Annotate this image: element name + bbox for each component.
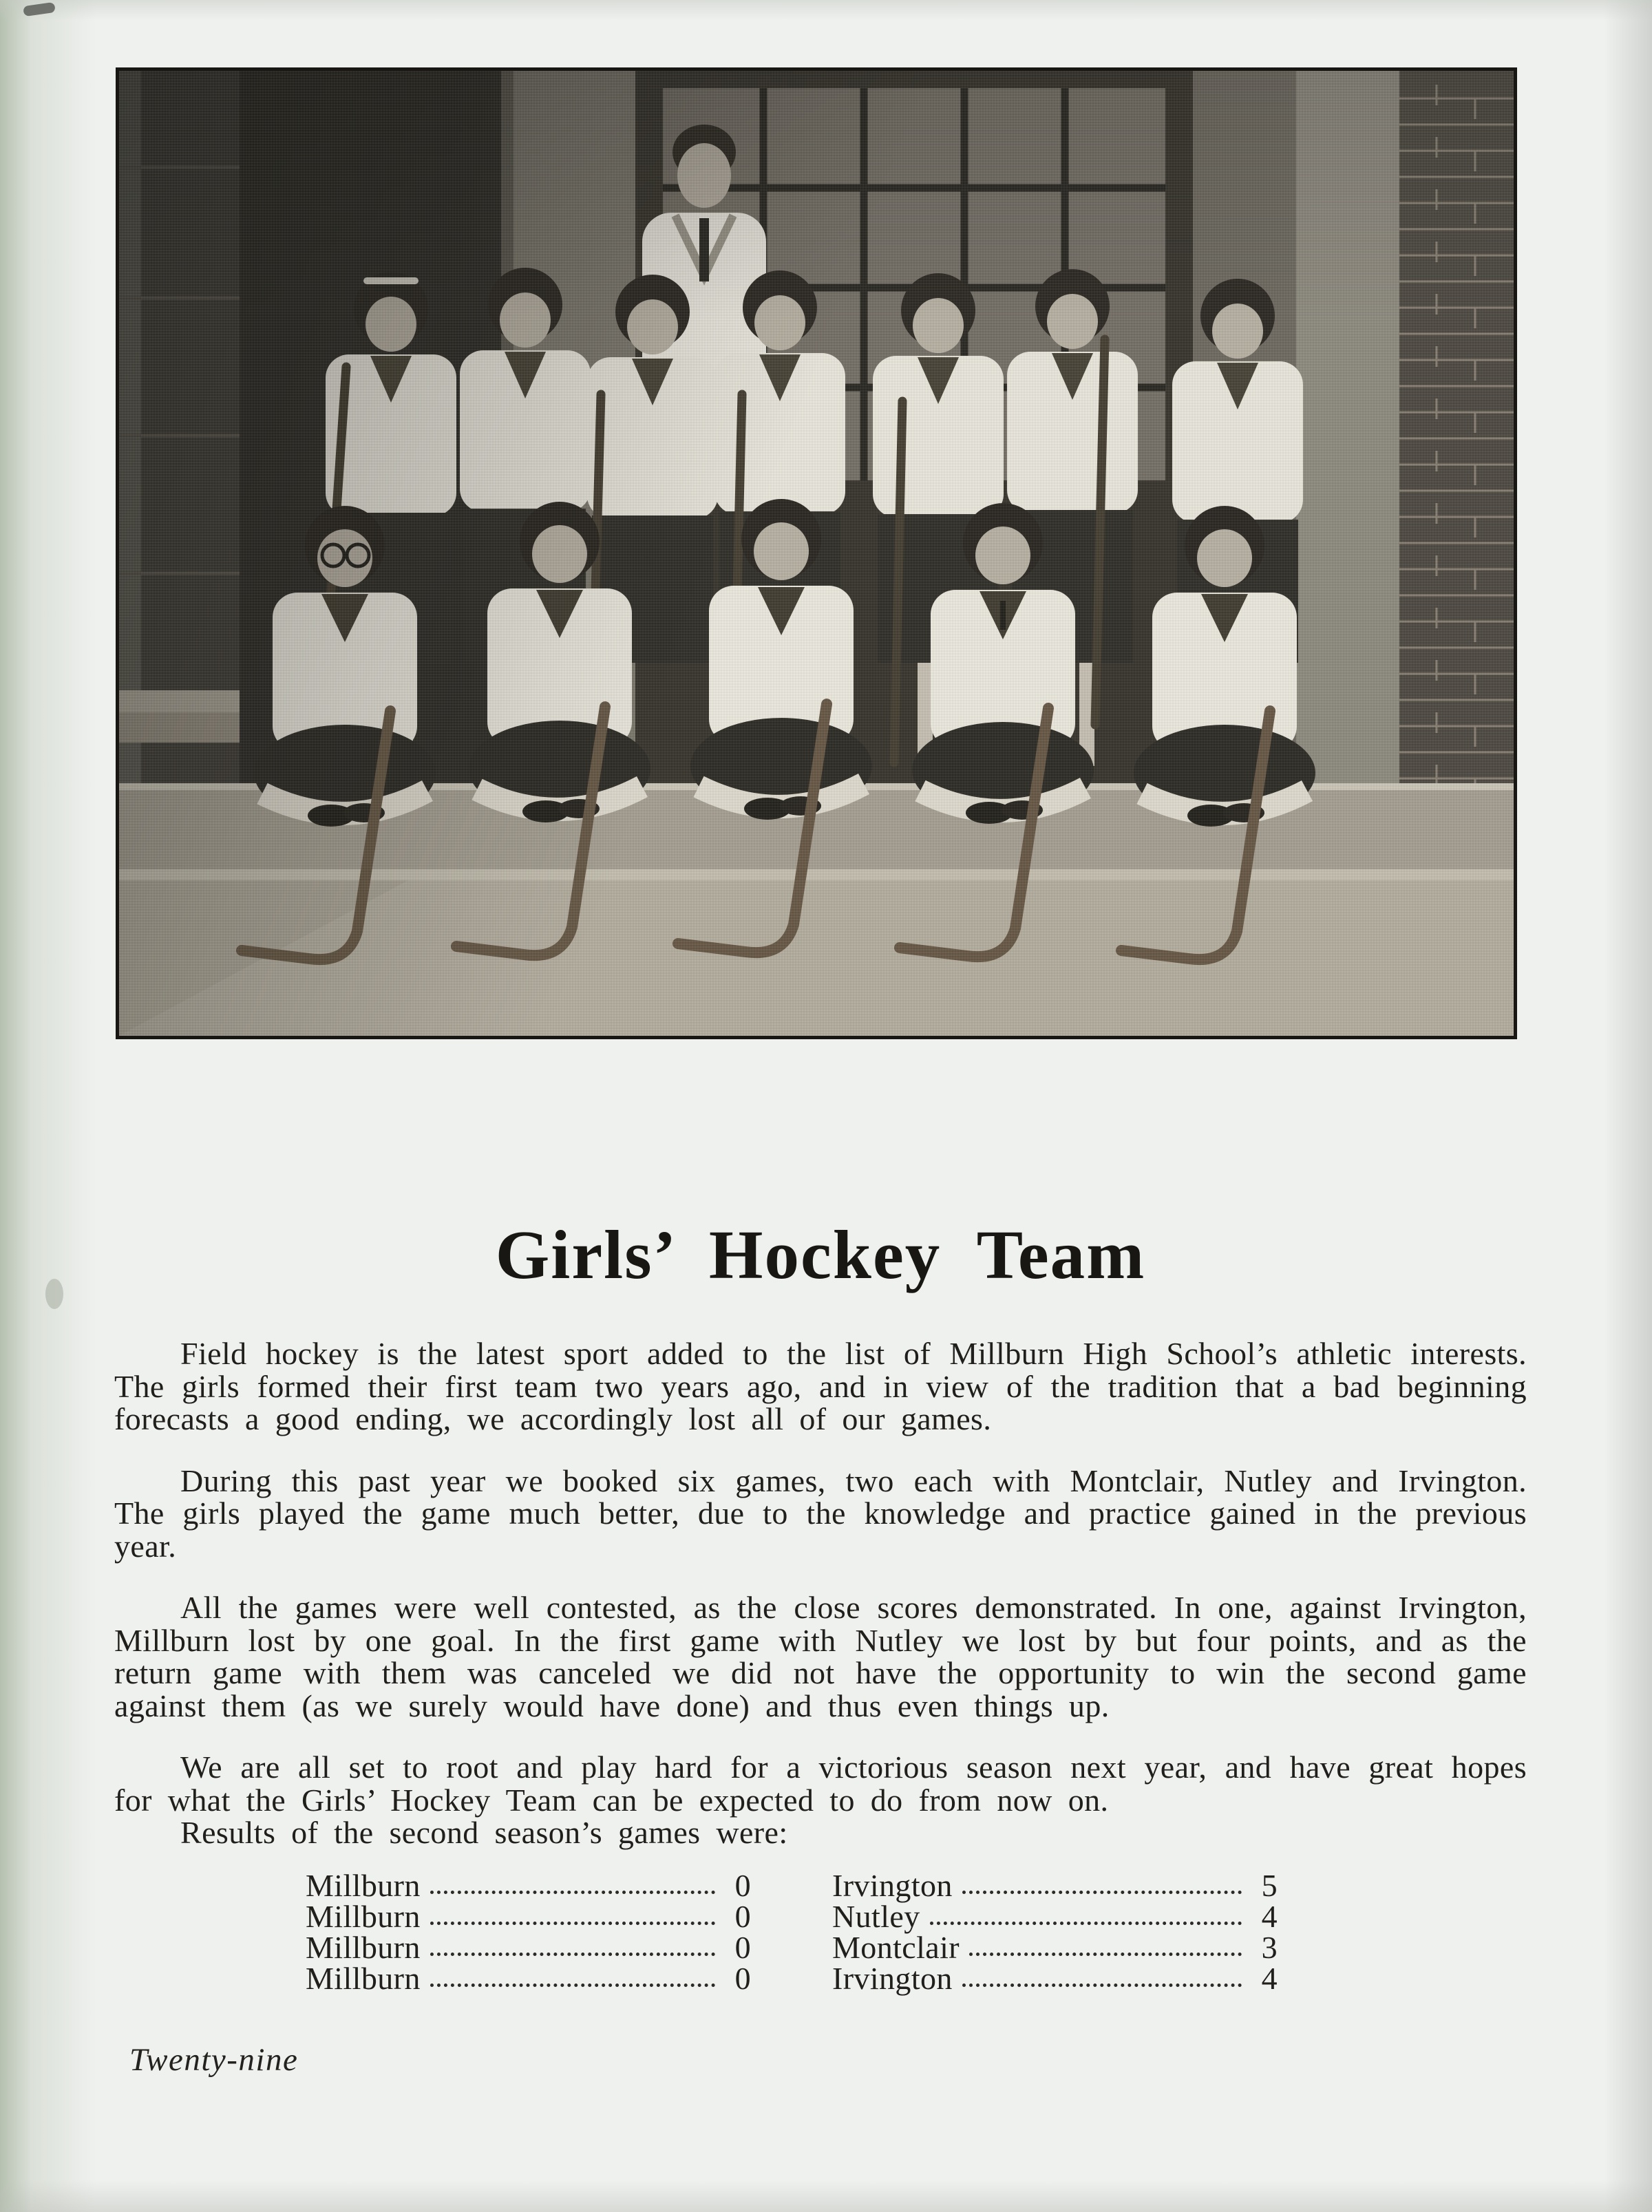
dot-leader bbox=[969, 1953, 1242, 1956]
dot-leader bbox=[430, 1953, 715, 1956]
team-name: Irvington bbox=[832, 1867, 953, 1903]
dot-leader bbox=[962, 1984, 1242, 1987]
team-photo bbox=[116, 67, 1517, 1039]
team-score: 4 bbox=[1261, 1898, 1278, 1934]
result-row bbox=[832, 1929, 1278, 1965]
paragraph-1: Field hockey is the latest sport added to the list of Millburn High School’s athletic interests. The girls formed their first team two years ago, and in view of the tradition that a bad beginning forecasts a good ending, we accordingly lost all of our games. bbox=[114, 1336, 1527, 1436]
result-row bbox=[306, 1898, 751, 1934]
page-number: Twenty-nine bbox=[129, 2042, 299, 2078]
team-name: Nutley bbox=[832, 1898, 920, 1934]
team-name: Millburn bbox=[306, 1898, 421, 1934]
team-name: Irvington bbox=[832, 1960, 953, 1996]
paper-edge-tint-left bbox=[0, 0, 96, 2212]
team-score: 0 bbox=[734, 1929, 751, 1965]
team-name: Montclair bbox=[832, 1929, 960, 1965]
paragraph-2: During this past year we booked six games, two each with Montclair, Nutley and Irvington. The girls played the game much better, due to the knowledge and practice gained in the previous year. bbox=[114, 1463, 1527, 1564]
dot-leader bbox=[430, 1922, 715, 1925]
result-row bbox=[306, 1929, 751, 1965]
result-row bbox=[832, 1898, 1278, 1934]
article-body bbox=[114, 1337, 1527, 1994]
page-title: Girls’ Hockey Team bbox=[495, 1215, 1146, 1293]
team-score: 5 bbox=[1261, 1867, 1278, 1903]
team-score: 0 bbox=[734, 1867, 751, 1903]
result-row bbox=[832, 1960, 1278, 1996]
paragraph-3: All the games were well contested, as the close scores demonstrated. In one, against Irvington, Millburn lost by one goal. In the first game with Nutley we lost by but four points, and as the return game with them was canceled we did not have the opportunity to win the second game against them (as we surely would have done) and thus even things up. bbox=[114, 1590, 1527, 1723]
team-name: Millburn bbox=[306, 1867, 421, 1903]
results-column-left bbox=[306, 1867, 751, 1996]
dot-leader bbox=[430, 1984, 715, 1987]
results-column-right bbox=[832, 1867, 1278, 1996]
scan-smudge bbox=[45, 1279, 63, 1309]
results-intro: Results of the second season’s games were: bbox=[180, 1815, 788, 1850]
result-row bbox=[832, 1867, 1278, 1903]
dot-leader bbox=[930, 1922, 1242, 1925]
result-row bbox=[306, 1960, 751, 1996]
dot-leader bbox=[962, 1891, 1242, 1894]
scan-artifact-mark bbox=[23, 2, 56, 17]
paragraph-4: We are all set to root and play hard for a victorious season next year, and have great hopes for what the Girls’ Hockey Team can be expected to do from now on. bbox=[114, 1750, 1527, 1818]
result-row bbox=[306, 1867, 751, 1903]
team-score: 0 bbox=[734, 1898, 751, 1934]
results-table bbox=[306, 1867, 1278, 1996]
paper-edge-tint-top bbox=[0, 0, 1652, 21]
team-name: Millburn bbox=[306, 1960, 421, 1996]
team-score: 0 bbox=[734, 1960, 751, 1996]
team-score: 4 bbox=[1261, 1960, 1278, 1996]
team-name: Millburn bbox=[306, 1929, 421, 1965]
paper-edge-tint-bottom bbox=[0, 2180, 1652, 2212]
team-photo-illustration bbox=[119, 71, 1514, 1036]
dot-leader bbox=[430, 1891, 715, 1894]
paper-edge-tint-right bbox=[1604, 0, 1652, 2212]
team-score: 3 bbox=[1261, 1929, 1278, 1965]
